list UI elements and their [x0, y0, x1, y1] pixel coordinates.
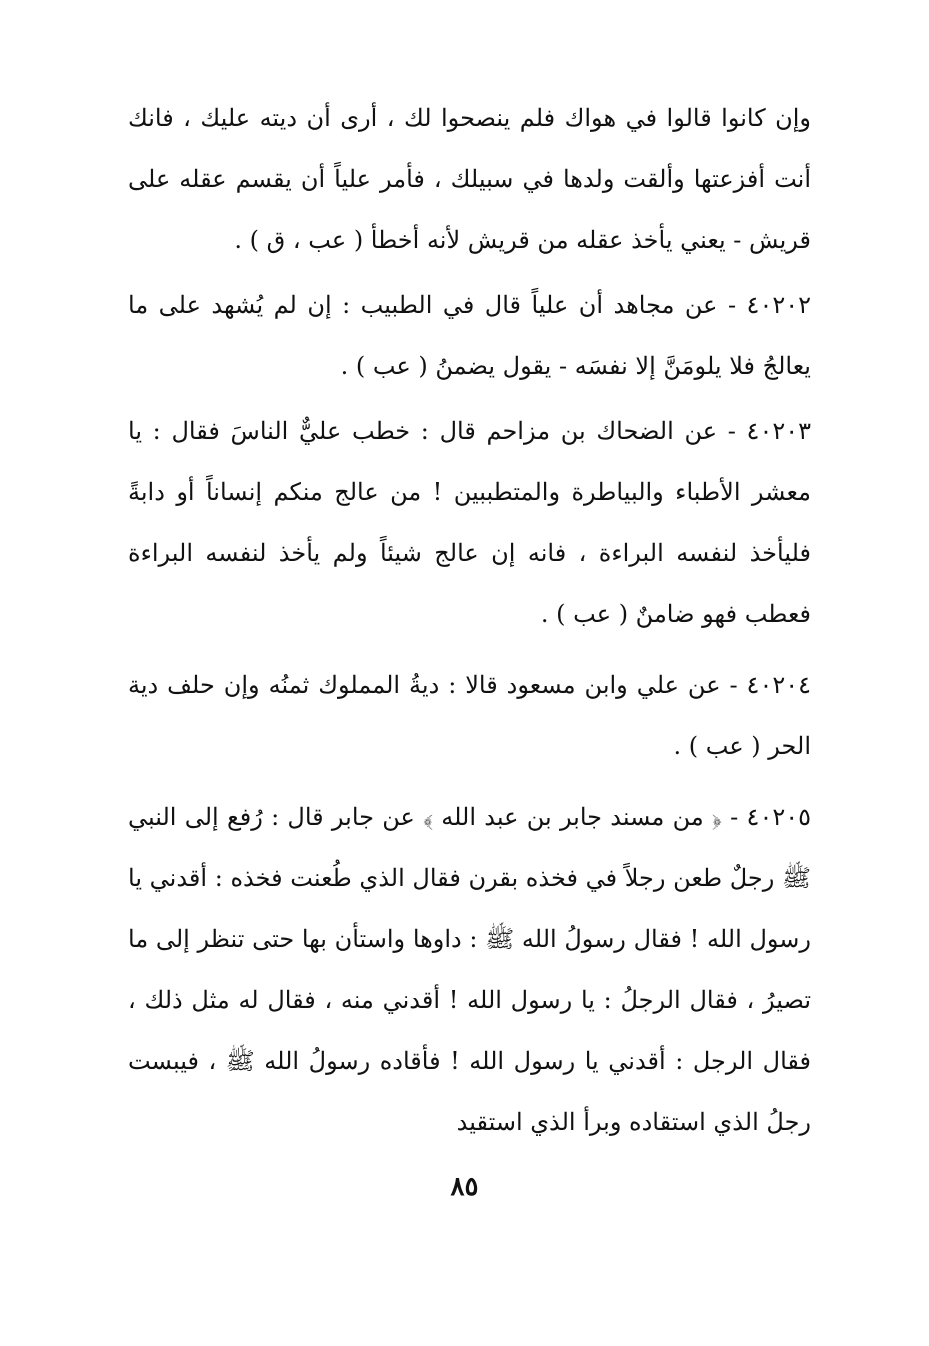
paragraph-40205: ٤٠٢٠٥ - ﴿ من مسند جابر بن عبد الله ﴾ عن جابر قال : رُفع إلى النبي ﷺ رجلٌ طعن رجلاً في فخذه بقرن فقال الذي طُعنت فخذه : أقدني يا رسول الله ! فقال رسولُ الله ﷺ : داوها واستأن بها حتى تنظر إلى ما تصيرُ ، فقال الرجلُ : يا رسول الله ! أقدني منه ، فقال له مثل ذلك ، فقال الرجل : أقدني يا رسول الله ! فأقاده رسولُ الله ﷺ ، فيبست رجلُ الذي استقاده وبرأ الذي استقيد — [128, 803, 811, 1136]
paragraph-40203: ٤٠٢٠٣ - عن الضحاك بن مزاحم قال : خطب عليٌّ الناسَ فقال : يا معشر الأطباء والبياطرة والمتطببين ! من عالج منكم إنساناً أو دابةً فليأخذ لنفسه البراءة ، فانه إن عالج شيئاً ولم يأخذ لنفسه البراءة فعطب فهو ضامنٌ ( عب ) . — [128, 417, 811, 628]
page-number: ٨٥ — [450, 1172, 479, 1202]
paragraph-40202: ٤٠٢٠٢ - عن مجاهد أن علياً قال في الطبيب : إن لم يُشهد على ما يعالجُ فلا يلومَنَّ إلا نفسَه - يقول يضمنُ ( عب ) . — [128, 291, 811, 380]
page-body — [128, 88, 811, 1153]
paragraph-40204: ٤٠٢٠٤ - عن علي وابن مسعود قالا : ديةُ المملوك ثمنُه وإن حلف دية الحر ( عب ) . — [128, 671, 811, 760]
paragraph-continuation: وإن كانوا قالوا في هواك فلم ينصحوا لك ، أرى أن ديته عليك ، فانك أنت أفزعتها وألقت ولدها في سبيلك ، فأمر علياً أن يقسم عقله على قريش - يعني يأخذ عقله من قريش لأنه أخطأ ( عب ، ق ) . — [128, 104, 811, 254]
